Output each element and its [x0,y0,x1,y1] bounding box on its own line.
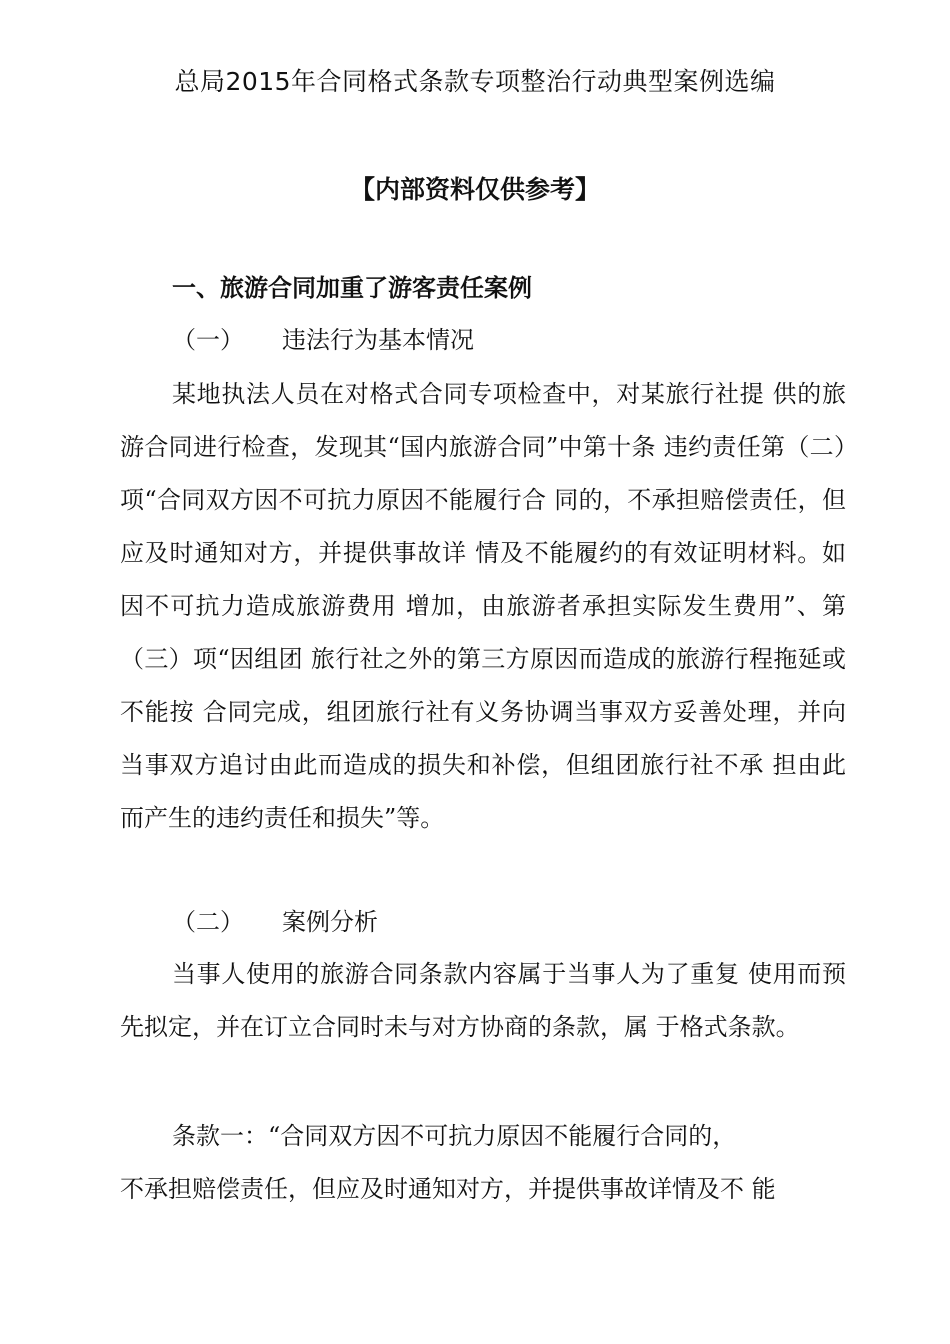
subsection-heading-1 [172,320,474,360]
subsection-number: （一） [172,326,244,354]
clause-one-line-2: 不承担赔偿责任，但应及时通知对方，并提供事故详情及不 能 [120,1175,776,1203]
internal-notice: 【内部资料仅供参考】 [349,175,600,204]
document-title: 总局2015年合同格式条款专项整治行动典型案例选编 [174,67,776,96]
paragraph-clause-one [120,1110,846,1216]
section-heading: 一、旅游合同加重了游客责任案例 [172,274,532,302]
paragraph-case-analysis: 当事人使用的旅游合同条款内容属于当事人为了重复 使用而预先拟定，并在订立合同时未与对方协商的条款，属 于格式条款。 [120,960,846,1041]
subsection-heading-2 [172,902,378,942]
subsection-title: 违法行为基本情况 [282,326,474,354]
clause-one-line-1: 条款一：“合同双方因不可抗力原因不能履行合同的， [172,1122,737,1150]
subsection-number: （二） [172,908,244,936]
paragraph-case-facts: 某地执法人员在对格式合同专项检查中，对某旅行社提 供的旅游合同进行检查，发现其“国内旅游合同”中第十条 违约责任第（二）项“合同双方因不可抗力原因不能履行合 同的，不承担赔偿责任，但应及时通知对方，并提供事故详 情及不能履约的有效证明材料。如因不可抗力造成旅游费用 增加，由旅游者承担实际发生费用”、第（三）项“因组团 旅行社之外的第三方原因而造成的旅游行程拖延或不能按 合同完成，组团旅行社有义务协调当事双方妥善处理，并向 当事双方追讨由此而造成的损失和补偿，但组团旅行社不承 担由此而产生的违约责任和损失”等。 [120,380,846,832]
subsection-title: 案例分析 [282,908,378,936]
